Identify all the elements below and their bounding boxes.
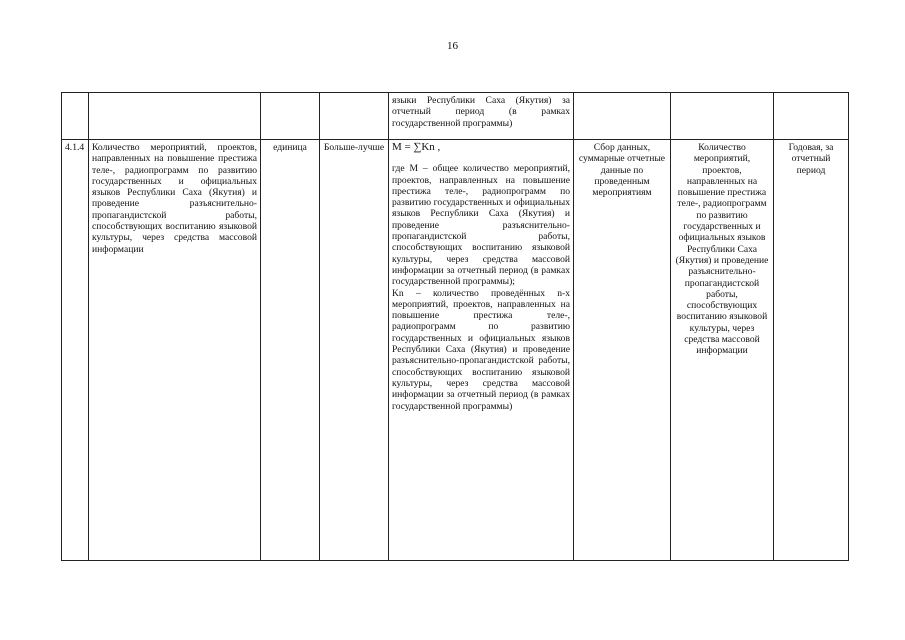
cell-empty [574,93,671,140]
periodicity-cell: Годовая, за отчетный период [774,140,849,561]
table-row-continued [62,93,849,140]
indicator-table [61,92,849,561]
formula-cell [389,140,574,561]
cell-empty [320,93,389,140]
source-cell: Количество мероприятий, проектов, направленных на повышение престижа теле-, радиопрограмм по развитию государственных и официальных языков Республики Саха (Якутия) и проведение разъяснительно-пропагандистской работы, способствующих воспитанию языковой культуры, через средства массовой информации [671,140,774,561]
cell-empty [774,93,849,140]
formula: M = ∑Kn , [392,141,441,153]
cell-empty [62,93,89,140]
page-number: 16 [447,40,458,52]
cell-empty [261,93,320,140]
data-method-cell: Сбор данных, суммарные отчетные данные по проведенным мероприятиям [574,140,671,561]
formula-description-kn: Kn – количество проведённых n-х мероприятий, проектов, направленных на повышение престижа теле-, радиопрограмм по развитию государственных и официальных языков Республики Саха (Якутия) и проведение разъяснительно-пропагандистской работы, способствующих воспитанию языковой культуры, через средства массовой информации за отчетный период (в рамках государственной программы) [392,287,570,412]
cell-empty [671,93,774,140]
unit-cell: единица [261,140,320,561]
cell-empty [89,93,261,140]
direction-cell: Больше-лучше [320,140,389,561]
cell-formula-continued: языки Республики Саха (Якутия) за отчетный период (в рамках государственной программы) [389,93,574,140]
row-number: 4.1.4 [62,140,89,561]
table-row [62,140,849,561]
indicator-name: Количество мероприятий, проектов, направленных на повышение престижа теле-, радиопрограмм по развитию государственных и официальных языков Республики Саха (Якутия) и проведение разъяснительно-пропагандистской работы, способствующих воспитанию языковой культуры, через средства массовой информации [89,140,261,561]
formula-description-m: где M – общее количество мероприятий, проектов, направленных на повышение престижа теле-, радиопрограмм по развитию государственных и официальных языков Республики Саха (Якутия) и проведение разъяснительно-пропагандистской работы, способствующих воспитанию языковой культуры, через средства массовой информации за отчетный период (в рамках государственной программы); [392,163,570,288]
